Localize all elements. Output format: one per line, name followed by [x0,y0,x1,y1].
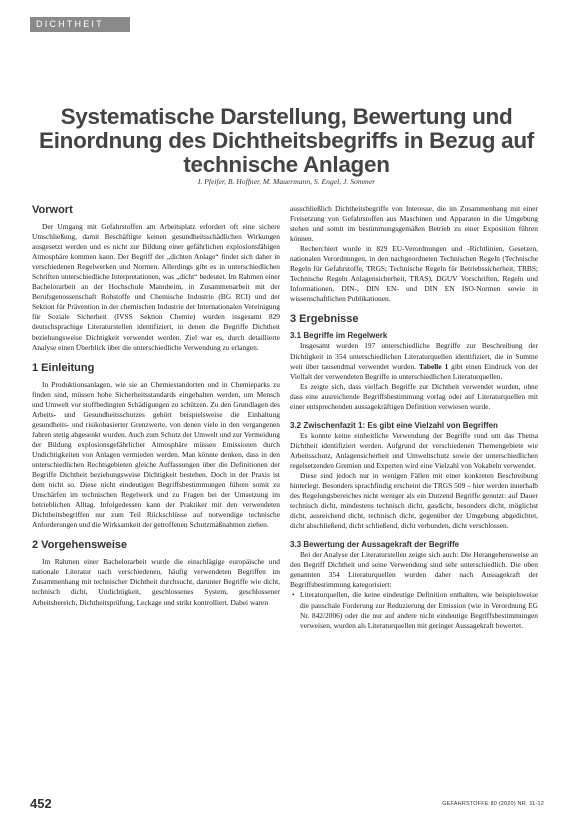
list-item: • Literaturquellen, die keine eindeutige Definition enthalten, wie beispielsweise die pauschale Forderung zur Reduzierung der Emission (wie in Verordnung EG Nr. 842/2006) oder die nur auf andere nicht eindeutige Begriffsbestimmungen verweisen, wurden als Literaturquellen mit geringer Aussagekraft bewertet. [300,590,538,630]
article-title: Systematische Darstellung, Bewertung und Einordnung des Dichtheitsbegriffs in Bezug auf technische Anlagen [39,104,534,178]
page-number: 452 [30,796,52,811]
paragraph-3-2-b: Diese sind jedoch nur in wenigen Fällen mit einer konkreten Beschreibung hinterlegt. Besonders sprachfindig erscheint die TRGS 509 – hier werden innerhalb des Regelungsbereiches nicht weniger als ein Dutzend Begriffe genutzt: auf Dauer technisch dicht, mindestens technisch dicht, gasdicht, besonders dicht, möglichst dicht, ausreichend dicht, technisch dicht, gegenüber der Umgebung abgedichtet, dicht abschließend, dicht schließend, dicht verbunden, dicht verschlossen. [290,470,538,531]
paragraph-einleitung: In Produktionsanlagen, wie sie an Chemiestandorten und in Chemieparks zu finden sind, müssen hohe Sicherheitsstandards eingehalten werden, um Mensch und Umwelt vor stoffbedingten Schädigungen zu schützen. Zu den Grundlagen des Arbeits- und Gesundheitsschutzes gehört beispielsweise die Einhaltung gesundheits- und risikobasierter Grenzwerte, von denen viele in den vergangenen Jahren stetig abgesenkt wurden. Auch zum Schutz der Umwelt und zur Vermeidung der Bildung explosionsgefährlicher Atmosphäre müssen Emissionen durch Undichtigkeiten von Anlagen vermieden werden. Man könnte denken, dass in den unterschiedlichen Rechtsgebieten gleiche Auffassungen über die Definitionen der Begriffe Dichtheit beziehungsweise Dichtigkeit bestehen. Doch in der Praxis ist dem nicht so. Diese nicht eindeutigen Begriffsbestimmungen führen somit zu Unschärfen im technischen Regelwerk und zu Fragen bei der Umsetzung im betrieblichen Alltag. Infolgedessen kann der Praktiker mit den verwendeten Dichtheitsbegriffen nur zum Teil Rückschlüsse auf notwendige technische Anforderungen und die Wirksamkeit der getroffenen Schutzmaßnahmen ziehen. [32,379,280,530]
left-column [32,204,280,608]
article-authors: I. Pfeifer, B. Hoffner, M. Mauermann, S. Engel, J. Sommer [197,177,376,186]
paragraph-vorwort: Der Umgang mit Gefahrstoffen am Arbeitsplatz erfordert oft eine sichere Umschließung, damit Beschäftigte keinen gesundheitsschädlichen Wirkungen ausgesetzt werden und es nicht zur Bildung einer gefährlichen explosionsfähigen Atmosphäre kommen kann. Der Begriff der „dichten Anlage“ findet sich daher in verschiedenen Regelwerken und Normen. Allerdings gibt es in unterschiedlichen Schriften unterschiedliche Interpretationen, was „dicht“ bedeutet. Im Rahmen einer Bachelorarbeit an der Hochschule Mannheim, in Zusammenarbeit mit der Berufsgenossenschaft Rohstoffe und Chemische Industrie (BG RCI) und der Sektion für Prävention in der chemischen Industrie der Internationalen Vereinigung für Soziale Sicherheit (IVSS Sektion Chemie) wurden insgesamt 829 deutschsprachige Literaturstellen identifiziert, in denen die Begriffe Dichtheit beziehungsweise Dichtigkeit verwendet werden. Ziel war es, durch detaillierte Analyse einen Überblick über die unterschiedliche Verwendung zu erlangen. [32,222,280,352]
heading-ergebnisse: 3 Ergebnisse [290,313,359,326]
paragraph-3-3: Bei der Analyse der Literaturstellen zeigte sich auch: Die Herangehensweise an den Begriff Dichtheit und seine Verwendung sind sehr unterschiedlich. Die oben genannten 354 Literaturquellen wurden daher nach Aussagekraft der Begriffsbestimmung kategorisiert: [290,550,538,590]
paragraph-3-1-b: Es zeigte sich, dass vielfach Begriffe zur Dichtheit verwendet wurden, ohne dass eine ausreichende Begriffsbestimmung vorlag oder auf Literaturquellen mit einer entsprechenden aussagekräftigen Definition verwiesen wurde. [290,381,538,411]
paragraph-vorgehensweise-cont: ausschließlich Dichtheitsbegriffe von Interesse, die im Zusammenhang mit einer Freisetzung von Gefahrstoffen aus Maschinen und Apparaten in die Umgebung stehen und somit im bestimmungsgemäßen Betrieb zu einer Exposition führen können. [290,204,538,244]
heading-einleitung: 1 Einleitung [32,361,95,374]
paragraph-vorgehensweise: Im Rahmen einer Bachelorarbeit wurde die einschlägige europäische und nationale Literatur nach verschiedenen, häufig verwendeten Begriffen im Zusammenhang mit technischer Dichtheit durchsucht, darunter Begriffe wie dicht, technisch dicht, Undichtigkeit, geschlossenes System, geschlossener Arbeitsbereich, Dichtheitsprüfung, Leckage und strikt kontrolliert. Dabei waren [32,557,280,607]
heading-vorgehensweise: 2 Vorgehensweise [32,539,128,552]
paragraph-3-2: Es konnte keine einheitliche Verwendung der Begriffe rund um das Thema Dichtheit identifiziert werden. Aufgrund der verschiedenen Themengebiete wie Arbeitsschutz, Anlagensicherheit und Umweltschutz sowie der unterschiedlichen regelsetzenden Gremien und Experten wird eine Vielzahl von Vokabeln verwendet. [290,430,538,470]
paragraph-3-1: Insgesamt wurden 197 unterschiedliche Begriffe zur Beschreibung der Dichtigkeit in 354 unterschiedlichen Literaturquellen identifiziert, die in Summe weit über tausendmal verwendet wurden. Tabelle 1 gibt einen Eindruck von der Vielfalt der verwendeten Begriffe in unterschiedlichen Literaturquellen. [290,341,538,381]
paragraph-vorgehensweise-2: Recherchiert wurde in 829 EU-Verordnungen und -Richtlinien, Gesetzen, nationalen Verordnungen, in den nachgeordneten Technischen Regeln (Technische Regeln für Gefahrstoffe, TRGS; Technische Regeln für Betriebssicherheit, TRBS; Technische Regeln Anlagensicherheit, TRAS), DGUV Vorschriften, Regeln und Informationen, DIN-, DIN EN- und DIN EN ISO-Normen sowie in wissenschaftlichen Publikationen. [290,244,538,304]
journal-reference: GEFAHRSTOFFE 80 (2020) NR. 11-12 [442,801,544,807]
section-tag: DICHTHEIT [30,17,130,32]
heading-vorwort: Vorwort [32,204,73,216]
table-reference: Tabelle 1 [418,361,449,371]
heading-3-3: 3.3 Bewertung der Aussagekraft der Begriffe [290,540,460,550]
heading-3-2: 3.2 Zwischenfazit 1: Es gibt eine Vielzahl von Begriffen [290,420,498,430]
bullet-list [290,590,538,630]
right-column [290,204,538,631]
heading-3-1: 3.1 Begriffe im Regelwerk [290,331,388,341]
